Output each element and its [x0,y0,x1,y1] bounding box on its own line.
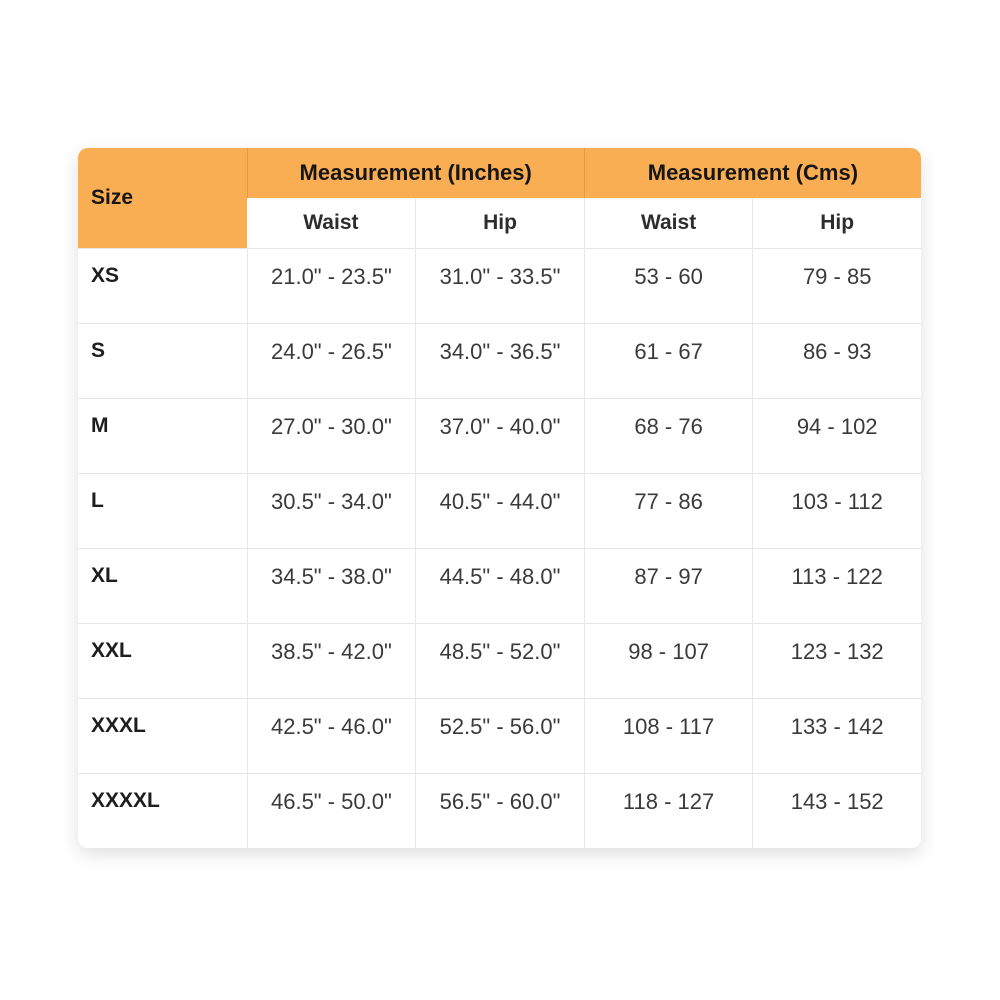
table-row [78,773,921,848]
hip-inches-cell: 52.5" - 56.0" [415,698,584,773]
hip-cms-cell: 113 - 122 [752,548,921,623]
hip-inches-cell: 34.0" - 36.5" [415,323,584,398]
size-column-header: Size [78,148,247,248]
waist-inches-cell: 38.5" - 42.0" [247,623,416,698]
group-header-row [78,148,921,198]
size-label: XXXL [78,698,247,773]
waist-cms-cell: 87 - 97 [584,548,753,623]
hip-inches-cell: 37.0" - 40.0" [415,398,584,473]
table-row [78,248,921,323]
table-row [78,323,921,398]
hip-cms-cell: 123 - 132 [752,623,921,698]
waist-inches-cell: 24.0" - 26.5" [247,323,416,398]
waist-inches-cell: 27.0" - 30.0" [247,398,416,473]
table-row [78,623,921,698]
sub-header-hip-cms: Hip [752,198,921,248]
hip-cms-cell: 94 - 102 [752,398,921,473]
waist-inches-cell: 46.5" - 50.0" [247,773,416,848]
size-label: S [78,323,247,398]
table-row [78,548,921,623]
waist-cms-cell: 77 - 86 [584,473,753,548]
waist-cms-cell: 98 - 107 [584,623,753,698]
hip-inches-cell: 44.5" - 48.0" [415,548,584,623]
size-label: XS [78,248,247,323]
hip-cms-cell: 143 - 152 [752,773,921,848]
waist-inches-cell: 30.5" - 34.0" [247,473,416,548]
hip-inches-cell: 40.5" - 44.0" [415,473,584,548]
sub-header-hip-inches: Hip [415,198,584,248]
hip-cms-cell: 133 - 142 [752,698,921,773]
size-label: XXL [78,623,247,698]
waist-cms-cell: 53 - 60 [584,248,753,323]
waist-inches-cell: 34.5" - 38.0" [247,548,416,623]
table-row [78,698,921,773]
size-label: M [78,398,247,473]
group-header-inches: Measurement (Inches) [247,148,584,198]
size-chart-table [78,148,921,848]
hip-cms-cell: 79 - 85 [752,248,921,323]
sub-header-waist-cms: Waist [584,198,753,248]
size-label: XL [78,548,247,623]
waist-cms-cell: 61 - 67 [584,323,753,398]
table-row [78,473,921,548]
table-row [78,398,921,473]
hip-cms-cell: 103 - 112 [752,473,921,548]
waist-inches-cell: 42.5" - 46.0" [247,698,416,773]
group-header-cms: Measurement (Cms) [584,148,921,198]
size-chart-table-card [78,148,921,848]
waist-cms-cell: 118 - 127 [584,773,753,848]
hip-inches-cell: 31.0" - 33.5" [415,248,584,323]
hip-cms-cell: 86 - 93 [752,323,921,398]
hip-inches-cell: 56.5" - 60.0" [415,773,584,848]
size-label: XXXXL [78,773,247,848]
waist-cms-cell: 108 - 117 [584,698,753,773]
size-label: L [78,473,247,548]
hip-inches-cell: 48.5" - 52.0" [415,623,584,698]
waist-cms-cell: 68 - 76 [584,398,753,473]
sub-header-waist-inches: Waist [247,198,416,248]
waist-inches-cell: 21.0" - 23.5" [247,248,416,323]
